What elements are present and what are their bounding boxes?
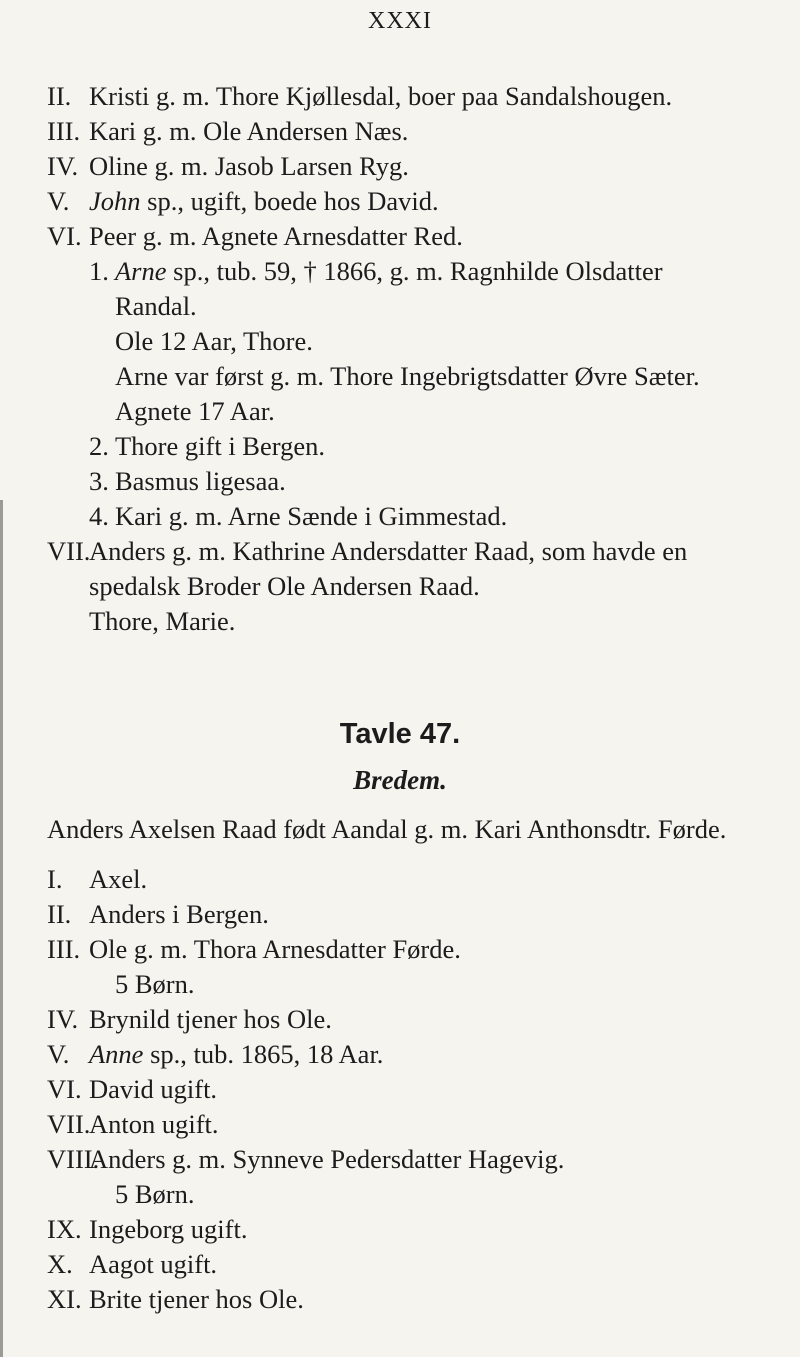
- entry-line: VI. Peer g. m. Agnete Arnesdatter Red.: [47, 221, 463, 251]
- entry-line: Randal.: [115, 291, 197, 321]
- entry-line: VII.Anders g. m. Kathrine Andersdatter Raad, som havde en: [47, 536, 688, 566]
- entry-line: I. Axel.: [47, 864, 148, 894]
- section-title: Tavle 47.: [339, 718, 461, 750]
- entry-line: 5 Børn.: [115, 1179, 195, 1209]
- entry-line: IV. Oline g. m. Jasob Larsen Ryg.: [47, 151, 409, 181]
- intro-line: Anders Axelsen Raad født Aandal g. m. Kari Anthonsdtr. Førde.: [47, 814, 727, 844]
- entry-line: 4. Kari g. m. Arne Sænde i Gimmestad.: [89, 501, 508, 531]
- entry-line: IV. Brynild tjener hos Ole.: [47, 1004, 332, 1034]
- entry-line: 3. Basmus ligesaa.: [89, 466, 286, 496]
- entry-line: 5 Børn.: [115, 969, 195, 999]
- entry-line: Agnete 17 Aar.: [115, 396, 275, 426]
- entry-line: V. Anne sp., tub. 1865, 18 Aar.: [47, 1039, 384, 1069]
- entry-line: II. Anders i Bergen.: [47, 899, 269, 929]
- entry-line: VI. David ugift.: [47, 1074, 218, 1104]
- entry-line: III. Ole g. m. Thora Arnesdatter Førde.: [47, 934, 461, 964]
- entry-line: 1. Arne sp., tub. 59, † 1866, g. m. Ragnhilde Olsdatter: [89, 256, 663, 286]
- entry-line: Arne var først g. m. Thore Ingebrigtsdatter Øvre Sæter.: [115, 361, 700, 391]
- entry-line: VII.Anton ugift.: [47, 1109, 219, 1139]
- entry-line: Thore, Marie.: [89, 606, 236, 636]
- page-edge-shadow: [0, 500, 3, 1357]
- entry-line: II. Kristi g. m. Thore Kjøllesdal, boer paa Sandalshougen.: [47, 81, 673, 111]
- entry-line: IX. Ingeborg ugift.: [47, 1214, 248, 1244]
- entry-line: III. Kari g. m. Ole Andersen Næs.: [47, 116, 409, 146]
- page-number: XXXI: [368, 8, 432, 34]
- entry-line: VIII.Anders g. m. Synneve Pedersdatter Hagevig.: [47, 1144, 565, 1174]
- entry-line: XI. Brite tjener hos Ole.: [47, 1284, 304, 1314]
- entry-line: Ole 12 Aar, Thore.: [115, 326, 313, 356]
- entry-line: V. John sp., ugift, boede hos David.: [47, 186, 439, 216]
- entry-line: X. Aagot ugift.: [47, 1249, 218, 1279]
- entry-line: spedalsk Broder Ole Andersen Raad.: [89, 571, 480, 601]
- section-subtitle: Bredem.: [353, 765, 447, 795]
- entry-line: 2. Thore gift i Bergen.: [89, 431, 325, 461]
